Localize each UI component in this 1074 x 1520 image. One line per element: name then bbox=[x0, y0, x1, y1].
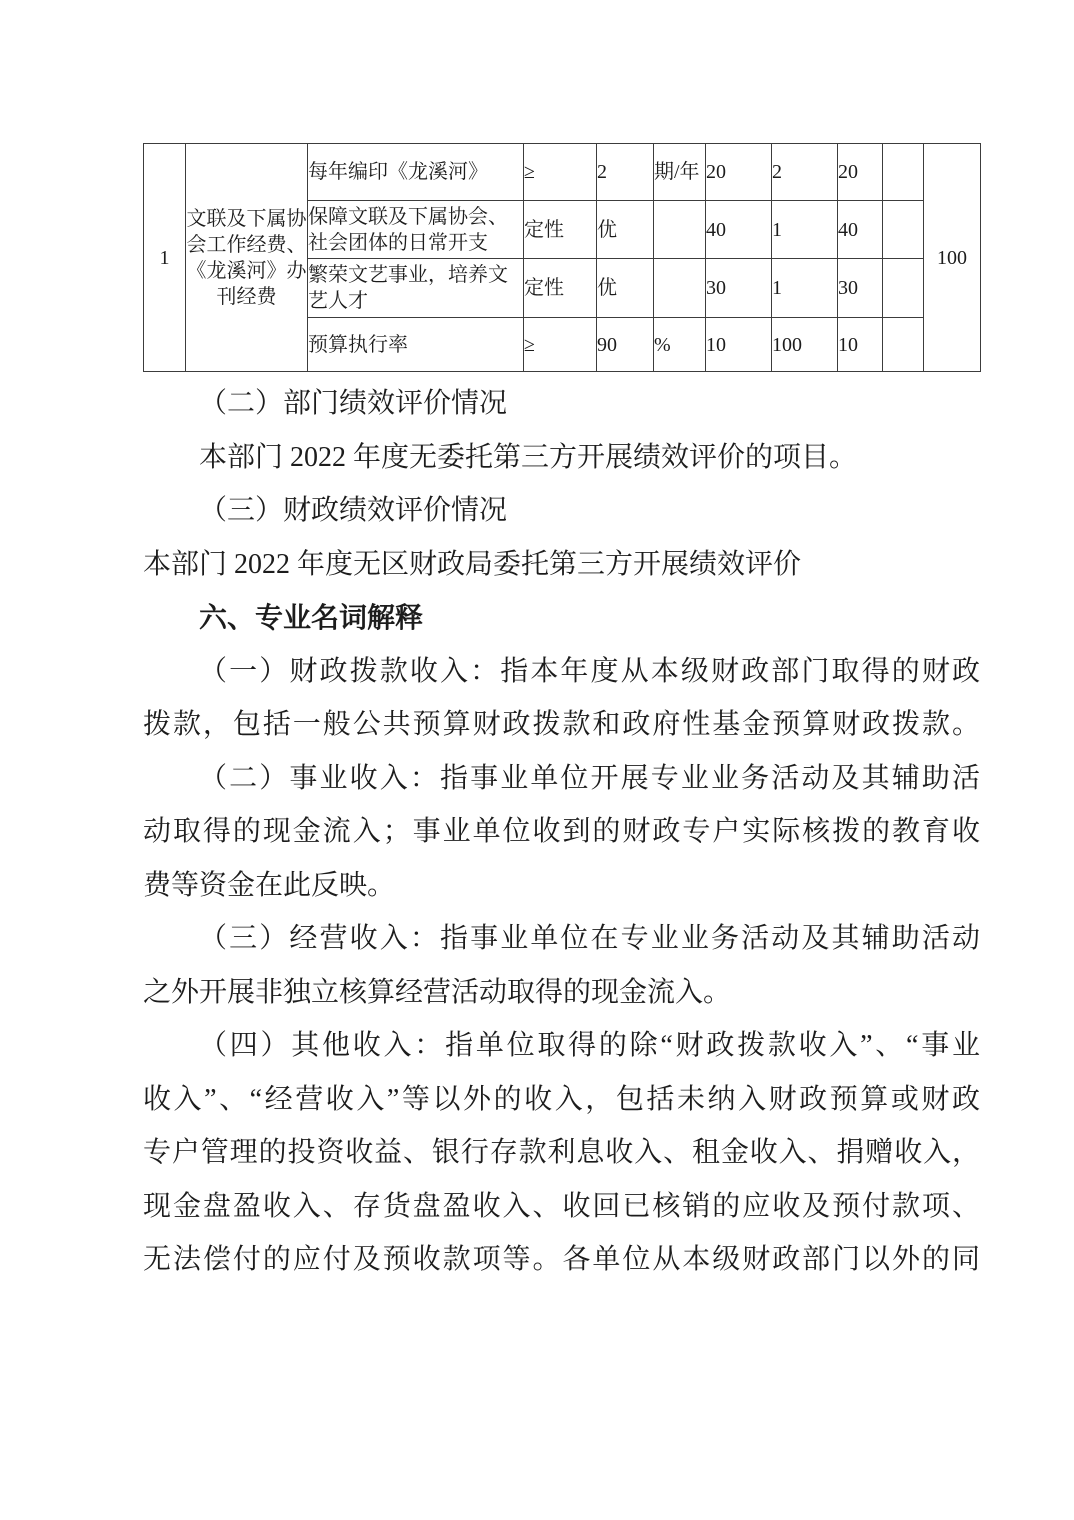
term-def-line: 费等资金在此反映。 bbox=[143, 869, 396, 901]
term-def-line: 无法偿付的应付及预收款项等。各单位从本级财政部门以外的同 bbox=[143, 1244, 980, 1275]
cell-actual: 2 bbox=[772, 144, 838, 201]
term-def-line: 收入”、“经营收入”等以外的收入，包括未纳入财政预算或财政 bbox=[143, 1083, 980, 1115]
term-def-line: （四）其他收入：指单位取得的除“财政拨款收入”、“事业 bbox=[199, 1030, 980, 1061]
section-title-terms: 六、专业名词解释 bbox=[199, 602, 424, 633]
para-dept-eval: 本部门 2022 年度无委托第三方开展绩效评价的项目。 bbox=[199, 441, 858, 473]
term-def-line: （三）经营收入：指事业单位在专业业务活动及其辅助活动 bbox=[199, 923, 980, 954]
cell-note bbox=[883, 318, 924, 372]
cell-score: 40 bbox=[838, 201, 883, 259]
cell-comparator: ≥ bbox=[524, 144, 597, 201]
cell-target: 90 bbox=[597, 318, 654, 372]
subsection-title-dept-eval: （二）部门绩效评价情况 bbox=[199, 388, 508, 419]
cell-unit: 期/年 bbox=[654, 144, 706, 201]
cell-indicator: 繁荣文艺事业，培养文艺人才 bbox=[308, 259, 524, 318]
para-fiscal-eval: 本部门 2022 年度无区财政局委托第三方开展绩效评价 bbox=[143, 548, 802, 580]
cell-note bbox=[883, 259, 924, 318]
cell-score: 20 bbox=[838, 144, 883, 201]
term-def-line: 拨款，包括一般公共预算财政拨款和政府性基金预算财政拨款。 bbox=[143, 709, 980, 740]
document-body bbox=[143, 377, 980, 1287]
cell-seq: 1 bbox=[144, 144, 186, 372]
cell-indicator: 每年编印《龙溪河》 bbox=[308, 144, 524, 201]
cell-unit: % bbox=[654, 318, 706, 372]
cell-comparator: 定性 bbox=[524, 259, 597, 318]
performance-indicator-table bbox=[143, 143, 981, 372]
cell-score: 10 bbox=[838, 318, 883, 372]
subsection-title-fiscal-eval: （三）财政绩效评价情况 bbox=[199, 495, 508, 526]
cell-score: 30 bbox=[838, 259, 883, 318]
cell-weight: 40 bbox=[706, 201, 772, 259]
cell-weight: 20 bbox=[706, 144, 772, 201]
term-def-line: 现金盘盈收入、存货盘盈收入、收回已核销的应收及预付款项、 bbox=[143, 1190, 980, 1222]
cell-comparator: 定性 bbox=[524, 201, 597, 259]
cell-indicator: 预算执行率 bbox=[308, 318, 524, 372]
term-def-line: 专户管理的投资收益、银行存款利息收入、租金收入、捐赠收入， bbox=[143, 1137, 980, 1168]
cell-total-score: 100 bbox=[924, 144, 981, 372]
cell-target: 2 bbox=[597, 144, 654, 201]
cell-note bbox=[883, 201, 924, 259]
cell-target: 优 bbox=[597, 259, 654, 318]
cell-project-name: 文联及下属协会工作经费、《龙溪河》办刊经费 bbox=[186, 144, 308, 372]
cell-indicator: 保障文联及下属协会、社会团体的日常开支 bbox=[308, 201, 524, 259]
term-def-line: 之外开展非独立核算经营活动取得的现金流入。 bbox=[143, 976, 732, 1008]
cell-note bbox=[883, 144, 924, 201]
cell-comparator: ≥ bbox=[524, 318, 597, 372]
cell-weight: 30 bbox=[706, 259, 772, 318]
cell-target: 优 bbox=[597, 201, 654, 259]
cell-unit bbox=[654, 259, 706, 318]
cell-unit bbox=[654, 201, 706, 259]
term-def-line: （一）财政拨款收入：指本年度从本级财政部门取得的财政 bbox=[199, 655, 980, 687]
table-row bbox=[144, 144, 981, 201]
term-def-line: （二）事业收入：指事业单位开展专业业务活动及其辅助活 bbox=[199, 762, 980, 794]
cell-weight: 10 bbox=[706, 318, 772, 372]
cell-actual: 1 bbox=[772, 259, 838, 318]
cell-actual: 1 bbox=[772, 201, 838, 259]
cell-actual: 100 bbox=[772, 318, 838, 372]
term-def-line: 动取得的现金流入；事业单位收到的财政专户实际核拨的教育收 bbox=[143, 816, 980, 847]
